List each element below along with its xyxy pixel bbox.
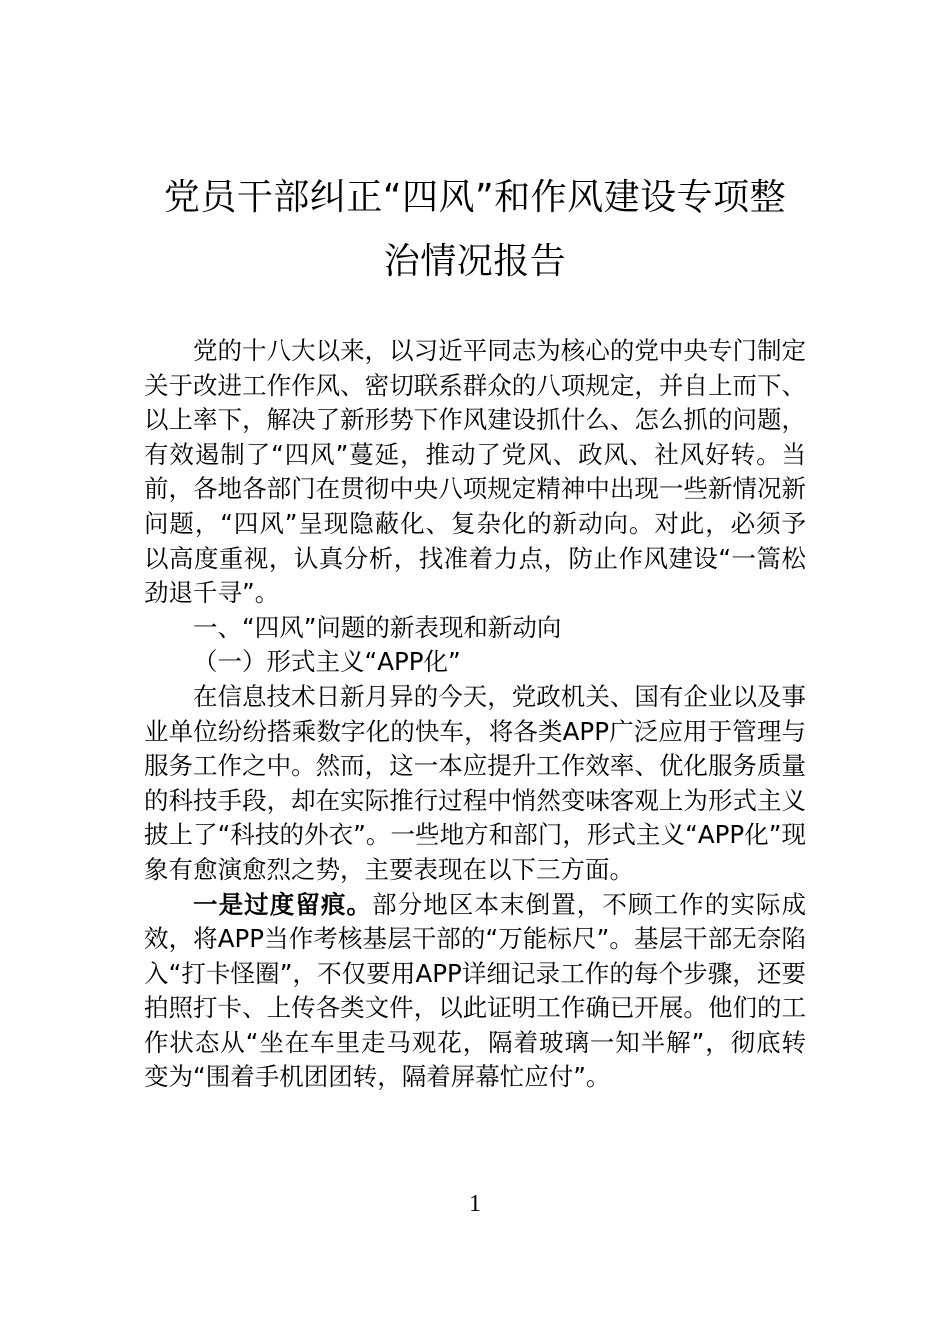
paragraph-excessive-traces xyxy=(144,888,806,1096)
page-number: 1 xyxy=(469,1191,481,1217)
heading-section-1: 一、“四风”问题的新表现和新动向 xyxy=(193,612,562,642)
document-title xyxy=(120,166,830,294)
paragraph-app-formalism: 在信息技术日新月异的今天，党政机关、国有企业以及事业单位纷纷搭乘数字化的快车，将各类APP广泛应用于管理与服务工作之中。然而，这一本应提升工作效率、优化服务质量的科技手段，却在实际推行过程中悄然变味客观上为形式主义披上了“科技的外衣”。一些地方和部门，形式主义“APP化”现象有愈演愈烈之势，主要表现在以下三方面。 xyxy=(144,681,806,884)
title-line-2: 治情况报告 xyxy=(383,241,567,282)
paragraph-intro: 党的十八大以来，以习近平同志为核心的党中央专门制定关于改进工作作风、密切联系群众的八项规定，并自上而下、以上率下，解决了新形势下作风建设抓什么、怎么抓的问题，有效遏制了“四风”蔓延，推动了党风、政风、社风好转。当前，各地各部门在贯彻中央八项规定精神中出现一些新情况新问题，“四风”呈现隐蔽化、复杂化的新动向。对此，必须予以高度重视，认真分析，找准着力点，防止作风建设“一篙松劲退千寻”。 xyxy=(144,336,806,608)
document-body xyxy=(144,334,806,1095)
title-line-1: 党员干部纠正“四风”和作风建设专项整 xyxy=(163,177,787,218)
paragraph-lead-bold: 一是过度留痕。 xyxy=(193,889,373,919)
paragraph-body: 部分地区本末倒置，不顾工作的实际成效，将APP当作考核基层干部的“万能标尺”。基层干部无奈陷入“打卡怪圈”，不仅要用APP详细记录工作的每个步骤，还要拍照打卡、上传各类文件，以此证明工作确已开展。他们的工作状态从“坐在车里走马观花，隔着玻璃一知半解”，彻底转变为“围着手机团团转，隔着屏幕忙应付”。 xyxy=(144,889,806,1092)
heading-subsection-1: （一）形式主义“APP化” xyxy=(193,647,461,677)
